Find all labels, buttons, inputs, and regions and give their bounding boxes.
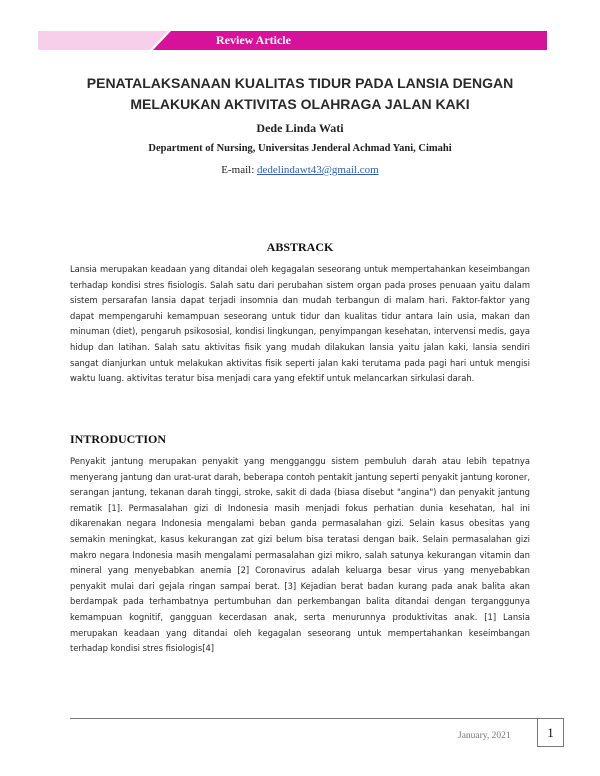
author-affiliation: Department of Nursing, Universitas Jenderal Achmad Yani, Cimahi	[148, 143, 452, 154]
email-link[interactable]: dedelindawt43@gmail.com	[257, 164, 379, 176]
footer-date: January, 2021	[458, 731, 511, 741]
introduction-heading: INTRODUCTION	[70, 432, 167, 446]
abstract-heading: ABSTRACK	[266, 240, 334, 254]
author-name: Dede Linda Wati	[256, 121, 344, 135]
author-email	[0, 164, 600, 176]
paper-title: PENATALAKSANAAN KUALITAS TIDUR PADA LANSIA DENGAN MELAKUKAN AKTIVITAS OLAHRAGA JALAN KAKI	[86, 75, 514, 112]
footer-rule	[70, 718, 537, 719]
review-article-banner	[38, 31, 547, 50]
article-type-label: Review Article	[216, 33, 291, 47]
page-number: 1	[537, 718, 564, 747]
email-label: E-mail:	[221, 164, 255, 176]
abstract-text: Lansia merupakan keadaan yang ditandai oleh kegagalan seseorang untuk mempertahankan keseimbangan terhadap kondisi stres fisiologis. Salah satu dari perubahan sistem organ pada proses penuaan yaitu dalam sistem persarafan lansia dapat terjadi insomnia dan mudah terbangun di malam hari. Faktor-faktor yang dapat mempengaruhi kemampuan seseorang untuk tidur dan kualitas tidur antara lain usia, makan dan minuman (diet), pengaruh psikososial, kondisi lingkungan, penyimpangan kesehatan, intervensi medis, gaya hidup dan latihan. Salah satu aktivitas fisik yang mudah dilakukan lansia yaitu jalan kaki, lansia sendiri sangat dianjurkan untuk melakukan aktivitas fisik seperti jalan kaki terutama pada pagi hari untuk mengisi waktu luang. aktivitas teratur bisa menjadi cara yang efektif untuk melancarkan sirkulasi darah.	[70, 264, 530, 384]
introduction-text: Penyakit jantung merupakan penyakit yang mengganggu sistem pembuluh darah atau lebih tepatnya menyerang jantung dan urat-urat darah, beberapa contoh pentakit jantung seperti penyakit jantung koroner, serangan jantung, tekanan darah tinggi, stroke, sakit di dada (biasa disebut "angina") dan penyakit jantung rematik [1]. Permasalahan gizi di Indonesia masih menjadi fokus perhatian dunia kesehatan, hal ini dikarenakan negara Indonesia mengalami beban ganda permasalahan gizi. Selain kasus obesitas yang semakin meningkat, kasus kekurangan zat gizi belum bisa teratasi dengan baik. Selain permasalahan gizi makro negara Indonesia masih mengalami permasalahan gizi mikro, salah satunya kekurangan vitamin dan mineral yang menyebabkan anemia [2] Coronavirus adalah keluarga besar virus yang menyebabkan penyakit mulai dari gejala ringan sampai berat. [3] Kejadian berat badan kurang pada anak balita akan berdampak pada terhambatnya pertumbuhan dan perkembangan balita ditandai dengan terganggunya kemampuan kognitif, gangguan kecerdasan anak, serta menurunnya produktivitas anak. [1] Lansia merupakan keadaan yang ditandai oleh kegagalan seseorang untuk mempertahankan keseimbangan terhadap kondisi stres fisiologis[4]	[70, 456, 530, 654]
banner-shape	[38, 31, 547, 50]
